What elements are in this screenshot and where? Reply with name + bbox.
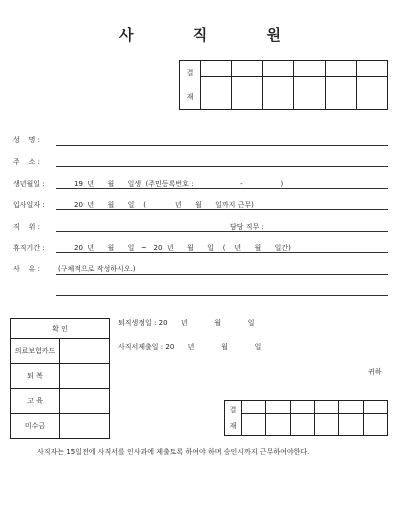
approval-sign-cell[interactable] <box>339 414 363 436</box>
hire-field[interactable] <box>56 209 388 210</box>
confirm-row-value[interactable] <box>60 339 110 364</box>
confirm-header: 확 인 <box>11 319 110 339</box>
confirm-row-label: 고 육 <box>11 389 60 414</box>
approval-sign-cell[interactable] <box>363 401 387 414</box>
position-label: 직 위 : <box>13 223 41 231</box>
approval-sign-cell[interactable] <box>363 414 387 436</box>
approval-box-bottom <box>224 400 388 436</box>
page-title: 사 직 원 <box>119 26 308 44</box>
approval-sign-cell[interactable] <box>294 77 325 110</box>
approval-sign-cell[interactable] <box>314 414 338 436</box>
approval-label-cell <box>180 61 201 110</box>
birth-label: 생년월일 : <box>13 180 45 188</box>
name-field[interactable] <box>56 145 388 146</box>
retire-date: 퇴직생정일 : 20 년 월 일 <box>118 319 255 327</box>
footer-note: 사직자는 15일전에 사직서를 인사과에 제출토록 하여야 하며 승인시까지 근무하여야한다. <box>37 448 310 456</box>
approval-sign-cell[interactable] <box>242 401 266 414</box>
approval-label-cell <box>225 401 242 436</box>
approval-sign-cell[interactable] <box>290 414 314 436</box>
approval-sign-cell[interactable] <box>266 414 290 436</box>
approval-label-2: 재 <box>229 422 237 430</box>
approval-sign-cell[interactable] <box>290 401 314 414</box>
confirm-row-label: 의료보험카드 <box>11 339 60 364</box>
approval-sign-cell[interactable] <box>339 401 363 414</box>
approval-sign-cell[interactable] <box>201 61 232 77</box>
leave-label: 휴직기간 : <box>13 244 45 252</box>
hire-label: 입사일자 : <box>13 201 45 209</box>
reason-field-line-2[interactable] <box>56 295 388 296</box>
approval-sign-cell[interactable] <box>232 77 263 110</box>
approval-sign-cell[interactable] <box>242 414 266 436</box>
birth-value: 19 년 월 일생 (주민등록번호 : - ) <box>74 180 284 188</box>
approval-sign-cell[interactable] <box>325 77 356 110</box>
approval-sign-cell[interactable] <box>201 77 232 110</box>
leave-field[interactable] <box>56 252 388 253</box>
duty-label: 담당 직무 : <box>230 223 264 231</box>
position-field[interactable] <box>56 231 388 232</box>
confirm-row-value[interactable] <box>60 389 110 414</box>
hire-value: 20 년 월 일 ( 년 월 일까지 근무) <box>74 201 254 209</box>
reason-label: 사 유 : <box>13 265 41 273</box>
submit-date: 사직서제출일 : 20 년 월 일 <box>118 343 262 351</box>
approval-box-top <box>179 60 388 110</box>
approval-sign-cell[interactable] <box>356 77 387 110</box>
approval-label-1: 결 <box>186 69 194 77</box>
leave-value: 20 년 월 일 ~ 20 년 월 일 ( 년 월 일간) <box>74 244 291 252</box>
reason-field-line-1[interactable] <box>56 274 388 275</box>
confirm-row-label: 미수금 <box>11 414 60 439</box>
confirm-row-value[interactable] <box>60 364 110 389</box>
approval-label-2: 재 <box>186 93 194 101</box>
confirm-row-label: 퇴 복 <box>11 364 60 389</box>
approval-sign-cell[interactable] <box>263 77 294 110</box>
approval-sign-cell[interactable] <box>325 61 356 77</box>
birth-field[interactable] <box>56 188 388 189</box>
approval-sign-cell[interactable] <box>294 61 325 77</box>
address-label: 주 소 : <box>13 158 41 166</box>
address-field[interactable] <box>56 166 388 167</box>
confirm-table <box>10 318 110 439</box>
approval-label-1: 결 <box>229 406 237 414</box>
confirm-row-value[interactable] <box>60 414 110 439</box>
approval-sign-cell[interactable] <box>232 61 263 77</box>
approval-sign-cell[interactable] <box>314 401 338 414</box>
addressee: 귀하 <box>368 368 382 376</box>
approval-sign-cell[interactable] <box>266 401 290 414</box>
approval-sign-cell[interactable] <box>356 61 387 77</box>
approval-sign-cell[interactable] <box>263 61 294 77</box>
name-label: 성 명 : <box>13 136 41 144</box>
reason-hint: (구체적으로 작성하시오.) <box>58 265 136 273</box>
